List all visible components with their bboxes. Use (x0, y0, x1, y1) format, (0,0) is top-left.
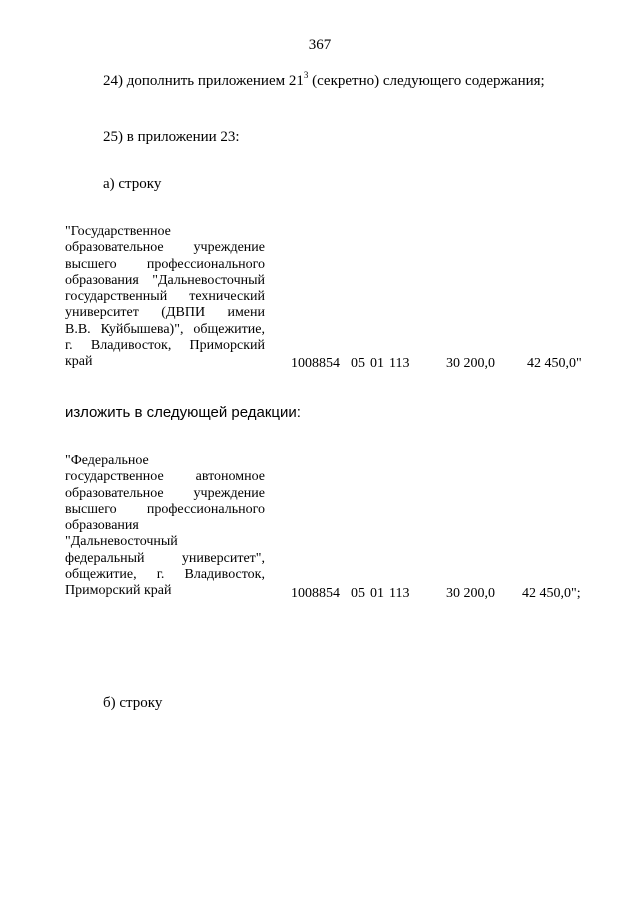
new-row-name-line: Приморский край (65, 583, 172, 599)
old-row-name-line: образовательное учреждение (65, 240, 265, 256)
old-row-name-line: государственный технический (65, 289, 265, 305)
new-row-section: 05 (351, 586, 365, 601)
old-row-name-line: образования "Дальневосточный (65, 272, 265, 288)
old-row-name-line: университет (ДВПИ имени (65, 305, 265, 321)
old-row-value1: 30 200,0 (446, 356, 495, 371)
item-24 (103, 70, 545, 90)
new-row-code: 1008854 (291, 586, 340, 601)
edit-phrase: изложить в следующей редакции: (65, 404, 301, 421)
new-row-name-line: общежитие, г. Владивосток, (65, 567, 265, 583)
old-row-subsection: 01 (370, 356, 384, 371)
old-row-name-line: "Государственное (65, 224, 171, 239)
new-row-value1: 30 200,0 (446, 586, 495, 601)
new-row-name-line: федеральный университет", (65, 550, 265, 566)
old-row-value2: 42 450,0" (527, 356, 582, 371)
old-row-name-line: В.В. Куйбышева)", общежитие, (65, 321, 265, 337)
new-row-name-line: образования (65, 518, 139, 534)
item-24-suffix: (секретно) следующего содержания; (308, 73, 545, 89)
old-row-name-line: край (65, 354, 93, 370)
old-row-item: 113 (389, 356, 410, 371)
new-row-item: 113 (389, 586, 410, 601)
page-number: 367 (308, 37, 332, 53)
new-row-name-line: "Дальневосточный (65, 534, 178, 550)
old-row-name (65, 224, 265, 371)
item-24-superscript: 3 (303, 70, 309, 80)
sub-item-b: б) строку (103, 695, 163, 711)
new-row-name-line: "Федеральное (65, 453, 149, 468)
item-24-prefix: 24) дополнить приложением 21 (103, 73, 304, 89)
sub-item-a: а) строку (103, 176, 162, 192)
new-row-name-line: высшего профессионального (65, 501, 265, 517)
new-row-subsection: 01 (370, 586, 384, 601)
old-row-name-line: г. Владивосток, Приморский (65, 338, 265, 354)
old-row-name-line: высшего профессионального (65, 256, 265, 272)
new-row-name (65, 453, 265, 600)
old-row-code: 1008854 (291, 356, 340, 371)
new-row-name-line: образовательное учреждение (65, 485, 265, 501)
old-row-section: 05 (351, 356, 365, 371)
new-row-name-line: государственное автономное (65, 469, 265, 485)
new-row-value2: 42 450,0"; (522, 586, 581, 601)
item-25: 25) в приложении 23: (103, 129, 240, 145)
